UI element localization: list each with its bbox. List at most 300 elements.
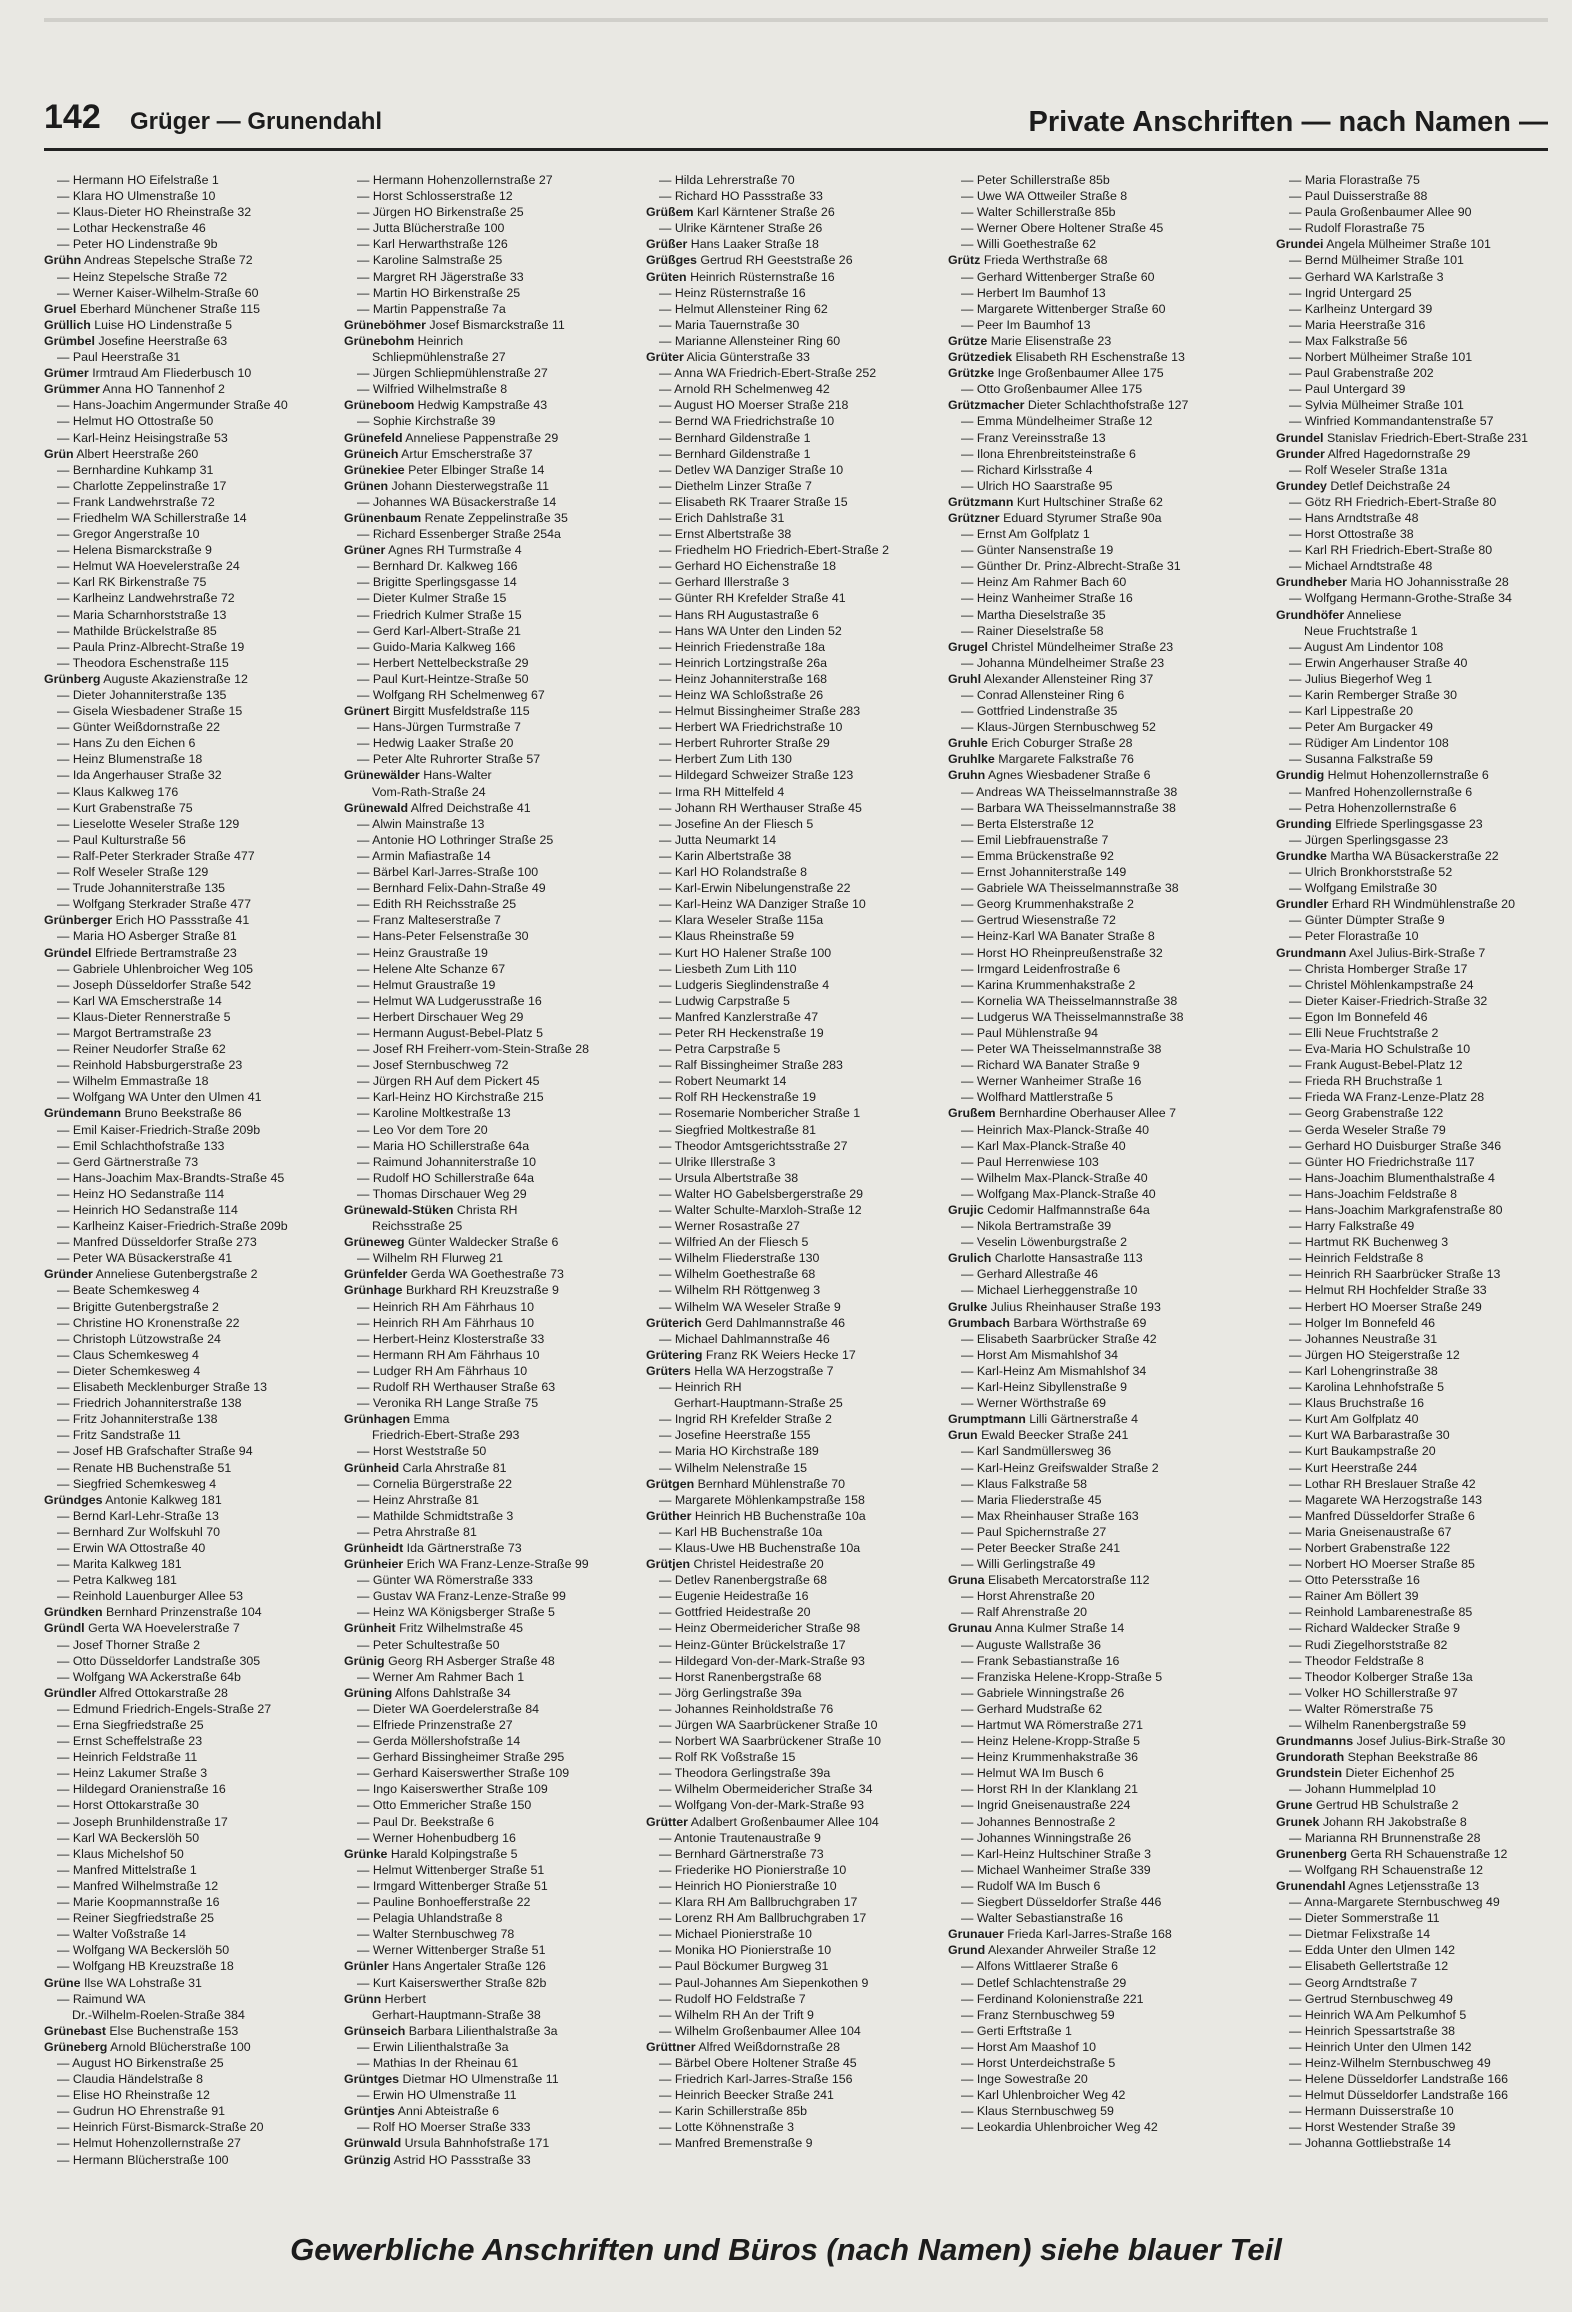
directory-entry [646, 1637, 938, 1653]
entry-address: Helmut WA Ludgerusstraße 16 [372, 993, 542, 1008]
entry-address: Anni Abteistraße 6 [397, 2104, 499, 2119]
directory-entry [344, 285, 636, 301]
entry-surname: Grütze [948, 333, 988, 348]
entry-dash: — [57, 269, 73, 284]
entry-dash: — [659, 173, 675, 187]
entry-surname: Gruhlke [948, 752, 995, 767]
entry-address: Johann RH Werthauser Straße 45 [674, 800, 862, 815]
directory-entry [44, 1411, 334, 1427]
entry-address: Peter Schultestraße 50 [372, 1637, 500, 1652]
directory-entry [646, 252, 938, 268]
directory-entry [948, 2039, 1248, 2055]
entry-dash: — [57, 1154, 73, 1169]
entry-address: Elfriede Bertramstraße 23 [94, 945, 237, 960]
entry-dash: — [1289, 527, 1305, 542]
directory-entry [344, 1379, 636, 1395]
entry-dash: — [961, 527, 977, 542]
entry-address: Heinrich Unter den Ulmen 142 [1304, 2039, 1472, 2054]
entry-surname: Grüters [646, 1363, 691, 1378]
entry-dash: — [1289, 1927, 1305, 1942]
entry-address: Volker HO Schillerstraße 97 [1304, 1685, 1458, 1700]
directory-entry [44, 558, 334, 574]
entry-dash: — [357, 1025, 373, 1040]
entry-dash: — [357, 1186, 373, 1201]
directory-entry [948, 2103, 1248, 2119]
entry-dash: — [1289, 1637, 1305, 1652]
entry-address: Beate Schemkesweg 4 [72, 1283, 200, 1298]
entry-address: Helene Alte Schanze 67 [372, 961, 506, 976]
entry-address: Josefine An der Fliesch 5 [674, 816, 814, 831]
entry-dash: — [357, 1589, 373, 1604]
directory-entry [948, 1331, 1248, 1347]
entry-address: Karl HO Rolandstraße 8 [674, 865, 808, 880]
directory-entry [948, 285, 1248, 301]
entry-dash: — [57, 1927, 73, 1942]
directory-entry [44, 333, 334, 349]
entry-address: Gertrud Sternbuschweg 49 [1304, 1991, 1453, 2006]
entry-address: Elisabeth Mecklenburger Straße 13 [72, 1380, 268, 1395]
entry-dash: — [1289, 350, 1305, 365]
entry-dash: — [357, 237, 373, 252]
entry-address: Wilhelm Ranenbergstraße 59 [1304, 1718, 1466, 1732]
entry-address: Manfred Düsseldorfer Straße 6 [1304, 1508, 1475, 1523]
entry-dash: — [961, 816, 977, 831]
entry-address: Jürgen HO Steigerstraße 12 [1304, 1347, 1460, 1362]
directory-entry [44, 639, 334, 655]
entry-dash: — [659, 527, 675, 542]
directory-entry [44, 1443, 334, 1459]
entry-dash: — [659, 559, 675, 574]
directory-entry [1276, 285, 1548, 301]
entry-address: Elisabeth RK Traarer Straße 15 [674, 494, 848, 509]
entry-address: Helmut Graustraße 19 [372, 977, 496, 992]
entry-address: Irmgard Wittenberger Straße 51 [372, 1878, 548, 1893]
directory-entry [1276, 1363, 1548, 1379]
directory-entry [44, 1379, 334, 1395]
entry-address: Alexander Ahrweiler Straße 12 [987, 1943, 1156, 1958]
entry-dash: — [57, 865, 73, 880]
directory-entry [344, 848, 636, 864]
directory-entry [646, 623, 938, 639]
entry-address: Agnes Wiesbadener Straße 6 [987, 768, 1151, 783]
entry-address: Wilhelm RH Flurweg 21 [372, 1251, 503, 1266]
entry-address: Heinrich Spessartstraße 38 [1304, 2023, 1455, 2038]
entry-address: Christa RH [456, 1203, 518, 1217]
entry-dash: — [659, 1734, 675, 1749]
entry-address: Josef Sternbuschweg 72 [372, 1058, 509, 1073]
entry-surname: Grünebast [44, 2023, 106, 2038]
entry-address: Klara HO Ulmenstraße 10 [72, 189, 216, 204]
entry-address: Lilli Gärtnerstraße 4 [1029, 1412, 1139, 1427]
entry-dash: — [57, 205, 73, 220]
entry-address: Alwin Mainstraße 13 [372, 816, 485, 831]
directory-entry [1276, 1620, 1548, 1636]
entry-dash: — [57, 2088, 73, 2103]
directory-entry [44, 1041, 334, 1057]
entry-surname: Grunder [1276, 446, 1325, 461]
directory-entry [344, 607, 636, 623]
directory-entry [646, 703, 938, 719]
directory-entry [1276, 1717, 1548, 1733]
directory-entry [1276, 623, 1548, 639]
entry-address: Bernd Mülheimer Straße 101 [1304, 253, 1464, 268]
entry-dash: — [1289, 1267, 1305, 1282]
entry-address: Maria Fliederstraße 45 [976, 1492, 1102, 1507]
entry-dash: — [659, 816, 675, 831]
entry-dash: — [961, 2055, 977, 2070]
entry-dash: — [1289, 752, 1305, 767]
directory-entry [44, 719, 334, 735]
entry-address: Manfred Hohenzollernstraße 6 [1304, 784, 1473, 799]
entry-address: Günter Weißdornstraße 22 [72, 720, 220, 735]
entry-address: Gerhard Wittenberger Straße 60 [976, 269, 1155, 284]
directory-entry [1276, 1942, 1548, 1958]
entry-address: Rolf RK Voßstraße 15 [674, 1750, 796, 1765]
directory-entry [948, 1765, 1248, 1781]
entry-dash: — [961, 478, 977, 493]
entry-dash: — [659, 1380, 675, 1395]
entry-dash: — [357, 1750, 373, 1765]
entry-address: Edith RH Reichsstraße 25 [372, 897, 517, 912]
entry-dash: — [961, 913, 977, 928]
entry-surname: Grünke [344, 1846, 388, 1861]
entry-dash: — [659, 2072, 675, 2087]
directory-entry [344, 301, 636, 317]
entry-surname: Grundhöfer [1276, 607, 1345, 622]
entry-dash: — [961, 1074, 977, 1089]
entry-dash: — [659, 961, 675, 976]
entry-address: Hans-Walter [423, 768, 492, 783]
directory-entry [344, 381, 636, 397]
entry-address: Wilhelm Obermeidericher Straße 34 [674, 1782, 873, 1797]
directory-entry [1276, 252, 1548, 268]
directory-entry [1276, 1685, 1548, 1701]
directory-entry [1276, 977, 1548, 993]
directory-entry [44, 462, 334, 478]
entry-surname: Grünefeld [344, 430, 403, 445]
entry-dash: — [1289, 1412, 1305, 1427]
entry-address: Mathilde Schmidtstraße 3 [372, 1508, 514, 1523]
page-number: 142 [44, 98, 101, 136]
entry-dash: — [1289, 2088, 1305, 2103]
directory-entry [646, 1814, 938, 1830]
entry-address: Karl-Heinz Sibyllenstraße 9 [976, 1380, 1127, 1395]
entry-dash: — [961, 1380, 977, 1395]
directory-entry [646, 993, 938, 1009]
entry-address: Artur Emscherstraße 37 [401, 446, 533, 461]
directory-entry [344, 1781, 636, 1797]
entry-address: Werner Rosastraße 27 [674, 1219, 800, 1234]
directory-entry [948, 671, 1248, 687]
entry-dash: — [659, 2088, 675, 2103]
directory-entry [948, 1733, 1248, 1749]
directory-entry [646, 784, 938, 800]
entry-address: Rosemarie Nombericher Straße 1 [674, 1106, 861, 1121]
directory-entry [646, 1830, 938, 1846]
entry-address: Norbert Grabenstraße 122 [1304, 1540, 1451, 1555]
entry-address: Frank Sebastianstraße 16 [976, 1653, 1120, 1668]
entry-dash: — [961, 945, 977, 960]
entry-dash: — [357, 1444, 373, 1459]
directory-entry [344, 542, 636, 558]
directory-entry [1276, 1460, 1548, 1476]
directory-entry [344, 1460, 636, 1476]
directory-entry [344, 1508, 636, 1524]
entry-dash: — [659, 301, 675, 316]
directory-entry [948, 558, 1248, 574]
directory-entry [948, 1637, 1248, 1653]
directory-entry [344, 1315, 636, 1331]
entry-dash: — [659, 977, 675, 992]
directory-entry [44, 1862, 334, 1878]
entry-surname: Grütz [948, 253, 981, 268]
directory-entry [948, 1669, 1248, 1685]
entry-address: Walter Schulte-Marxloh-Straße 12 [674, 1203, 862, 1217]
entry-surname: Grünhagen [344, 1412, 411, 1427]
directory-entry [44, 1395, 334, 1411]
entry-address: Rolf Weseler Straße 129 [72, 865, 209, 880]
directory-entry [948, 269, 1248, 285]
entry-surname: Grünewald-Stüken [344, 1203, 454, 1217]
entry-address: Bernhardine Kuhkamp 31 [72, 462, 214, 477]
entry-address: Bernhard Prinzenstraße 104 [105, 1605, 262, 1620]
directory-entry [1276, 703, 1548, 719]
entry-address: Johannes Reinholdstraße 76 [674, 1701, 834, 1716]
directory-entry [44, 655, 334, 671]
entry-dash: — [659, 1203, 675, 1217]
directory-entry [44, 1009, 334, 1025]
entry-address: Frieda RH Bruchstraße 1 [1304, 1074, 1443, 1089]
entry-address: Vom-Rath-Straße 24 [372, 784, 486, 799]
entry-address: Karlheinz Landwehrstraße 72 [72, 591, 235, 606]
entry-dash: — [357, 816, 373, 831]
entry-dash: — [357, 655, 373, 670]
entry-address: Klaus Bruchstraße 16 [1304, 1396, 1424, 1411]
directory-entry [344, 751, 636, 767]
entry-address: Gerda Weseler Straße 79 [1304, 1122, 1446, 1137]
entry-address: Hans-Joachim Markgrafenstraße 80 [1304, 1203, 1503, 1217]
directory-entry [646, 462, 938, 478]
entry-address: Klara Weseler Straße 115a [674, 913, 824, 928]
directory-entry [44, 1975, 334, 1991]
directory-entry [948, 1797, 1248, 1813]
entry-address: Liesbeth Zum Lith 110 [674, 961, 797, 976]
entry-dash: — [1289, 2136, 1305, 2151]
entry-dash: — [659, 1170, 675, 1185]
entry-address: Gerhard Mudstraße 62 [976, 1701, 1103, 1716]
entry-address: Heinrich Rüsternstraße 16 [690, 269, 835, 284]
directory-entry [646, 397, 938, 413]
directory-entry [44, 542, 334, 558]
entry-dash: — [961, 2104, 977, 2119]
entry-dash: — [57, 1283, 73, 1298]
entry-address: Johannes Winningstraße 26 [976, 1830, 1132, 1845]
directory-entry [1276, 1266, 1548, 1282]
entry-surname: Gruhn [948, 768, 986, 783]
entry-dash: — [961, 1540, 977, 1555]
entry-dash: — [1289, 1025, 1305, 1040]
entry-address: Siegfried Schemkesweg 4 [72, 1476, 217, 1491]
entry-address: Heinrich RH Am Fährhaus 10 [372, 1299, 534, 1314]
entry-dash: — [961, 1186, 977, 1201]
entry-dash: — [961, 800, 977, 815]
entry-address: Dieter Sommerstraße 11 [1304, 1911, 1440, 1926]
directory-entry [1276, 510, 1548, 526]
entry-address: Günter RH Krefelder Straße 41 [674, 591, 846, 606]
directory-entry [948, 1910, 1248, 1926]
entry-address: Edda Unter den Ulmen 142 [1304, 1943, 1456, 1958]
directory-entry [646, 236, 938, 252]
entry-address: Winfried Kommandantenstraße 57 [1304, 414, 1494, 429]
entry-dash: — [57, 1074, 73, 1089]
directory-entry [948, 1653, 1248, 1669]
directory-entry [1276, 2103, 1548, 2119]
directory-entry [948, 542, 1248, 558]
entry-dash: — [357, 189, 373, 204]
directory-entry [344, 1572, 636, 1588]
directory-entry [344, 2055, 636, 2071]
entry-surname: Grüßges [646, 253, 697, 268]
directory-entry [646, 1218, 938, 1234]
entry-surname: Grünen [344, 478, 389, 493]
directory-entry [948, 848, 1248, 864]
entry-dash: — [961, 1267, 977, 1282]
directory-entry [344, 1846, 636, 1862]
entry-address: Heinz Johanniterstraße 168 [674, 671, 828, 686]
directory-entry [1276, 269, 1548, 285]
directory-entry [948, 446, 1248, 462]
entry-dash: — [357, 494, 373, 509]
entry-address: Paul Herrenwiese 103 [976, 1154, 1099, 1169]
section-title: Private Anschriften — nach Namen — [1028, 106, 1548, 138]
entry-address: Ulrike Kärntener Straße 26 [674, 221, 823, 236]
directory-entry [646, 1797, 938, 1813]
directory-entry [1276, 1057, 1548, 1073]
entry-dash: — [1289, 961, 1305, 976]
entry-address: Heinz WA Königsberger Straße 5 [372, 1605, 555, 1620]
entry-address: Peter Florastraße 10 [1304, 929, 1419, 944]
directory-entry [44, 1926, 334, 1942]
entry-dash: — [57, 993, 73, 1008]
entry-address: Jürgen Sperlingsgasse 23 [1304, 832, 1449, 847]
entry-address: Petra Carpstraße 5 [674, 1042, 781, 1057]
entry-dash: — [1289, 1122, 1305, 1137]
directory-entry [646, 687, 938, 703]
entry-address: Wolfgang RH Schauenstraße 12 [1304, 1862, 1484, 1877]
entry-dash: — [57, 527, 73, 542]
entry-dash: — [659, 1074, 675, 1089]
entry-dash: — [57, 1959, 73, 1974]
directory-entry [344, 719, 636, 735]
entry-address: Petra Kalkweg 181 [72, 1573, 177, 1588]
entry-dash: — [357, 1331, 373, 1346]
entry-dash: — [357, 1573, 373, 1588]
entry-address: Gisela Wiesbadener Straße 15 [72, 704, 243, 719]
entry-dash: — [659, 221, 675, 236]
entry-address: Wolfgang Sterkrader Straße 477 [72, 897, 251, 912]
directory-entry [948, 1347, 1248, 1363]
entry-address: Horst Ranenbergstraße 68 [674, 1669, 822, 1684]
entry-address: Mathias In der Rheinau 61 [372, 2055, 519, 2070]
directory-entry [344, 590, 636, 606]
entry-dash: — [357, 1315, 373, 1330]
entry-address: Peter Alte Ruhrorter Straße 57 [372, 752, 541, 767]
directory-entry [1276, 751, 1548, 767]
entry-address: Julius Rheinhauser Straße 193 [990, 1299, 1161, 1314]
directory-entry [948, 1105, 1248, 1121]
entry-address: Karlheinz Untergard 39 [1304, 301, 1433, 316]
entry-dash: — [1289, 1943, 1305, 1958]
directory-entry [948, 1991, 1248, 2007]
directory-entry [646, 1620, 938, 1636]
entry-address: Paul Untergard 39 [1304, 382, 1406, 397]
entry-dash: — [1289, 832, 1305, 847]
entry-address: Rudolf Florastraße 75 [1304, 221, 1425, 236]
entry-dash: — [961, 1685, 977, 1700]
entry-dash: — [659, 1042, 675, 1057]
entry-address: Harald Kolpingstraße 5 [390, 1846, 518, 1861]
entry-address: Alfons Dahlstraße 34 [394, 1685, 511, 1700]
directory-entry [344, 462, 636, 478]
entry-address: Christa Homberger Straße 17 [1304, 961, 1468, 976]
entry-address: Anna-Margarete Sternbuschweg 49 [1304, 1895, 1500, 1910]
entry-address: Fritz Johanniterstraße 138 [72, 1412, 218, 1427]
directory-entry [646, 1588, 938, 1604]
entry-address: Kurt WA Barbarastraße 30 [1304, 1428, 1450, 1443]
entry-address: Reinhold Habsburgerstraße 23 [72, 1058, 243, 1073]
entry-dash: — [357, 527, 373, 542]
directory-entry [1276, 735, 1548, 751]
directory-entry [646, 269, 938, 285]
entry-dash: — [961, 688, 977, 702]
directory-entry [948, 462, 1248, 478]
directory-entry [1276, 494, 1548, 510]
entry-address: Georg Krummenhakstraße 2 [976, 897, 1134, 912]
entry-address: Gertrud Wiesenstraße 72 [976, 913, 1116, 928]
entry-address: Emma Brückenstraße 92 [976, 848, 1114, 863]
entry-address: Egon Im Bonnefeld 46 [1304, 1009, 1428, 1024]
entry-address: Herbert-Heinz Klosterstraße 33 [372, 1331, 545, 1346]
entry-address: Karl Uhlenbroicher Weg 42 [976, 2088, 1126, 2103]
entry-address: Trude Johanniterstraße 135 [72, 881, 226, 896]
entry-dash: — [659, 1846, 675, 1861]
entry-dash: — [357, 1074, 373, 1089]
entry-surname: Grundke [1276, 848, 1327, 863]
directory-entry [1276, 928, 1548, 944]
directory-entry [344, 1749, 636, 1765]
entry-address: Martin HO Birkenstraße 25 [372, 285, 521, 300]
directory-entry [646, 381, 938, 397]
entry-address: Angela Mülheimer Straße 101 [1326, 237, 1491, 252]
directory-entry [646, 285, 938, 301]
entry-dash: — [961, 1396, 977, 1411]
entry-address: Ingrid Untergard 25 [1304, 285, 1412, 300]
entry-dash: — [357, 559, 373, 574]
entry-address: Ulrich HO Saarstraße 95 [976, 478, 1113, 493]
directory-entry [344, 1363, 636, 1379]
entry-dash: — [57, 1718, 73, 1732]
directory-entry [948, 977, 1248, 993]
entry-dash: — [357, 205, 373, 220]
entry-address: Klara RH Am Ballbruchgraben 17 [674, 1895, 858, 1910]
entry-address: Götz RH Friedrich-Ebert-Straße 80 [1304, 494, 1497, 509]
entry-address: Hermann RH Am Fährhaus 10 [372, 1347, 540, 1362]
directory-entry [344, 1476, 636, 1492]
directory-entry [646, 2007, 938, 2023]
entry-address: Bernhard Zur Wolfskuhl 70 [72, 1524, 220, 1539]
directory-entry [1276, 848, 1548, 864]
directory-entry [1276, 1637, 1548, 1653]
